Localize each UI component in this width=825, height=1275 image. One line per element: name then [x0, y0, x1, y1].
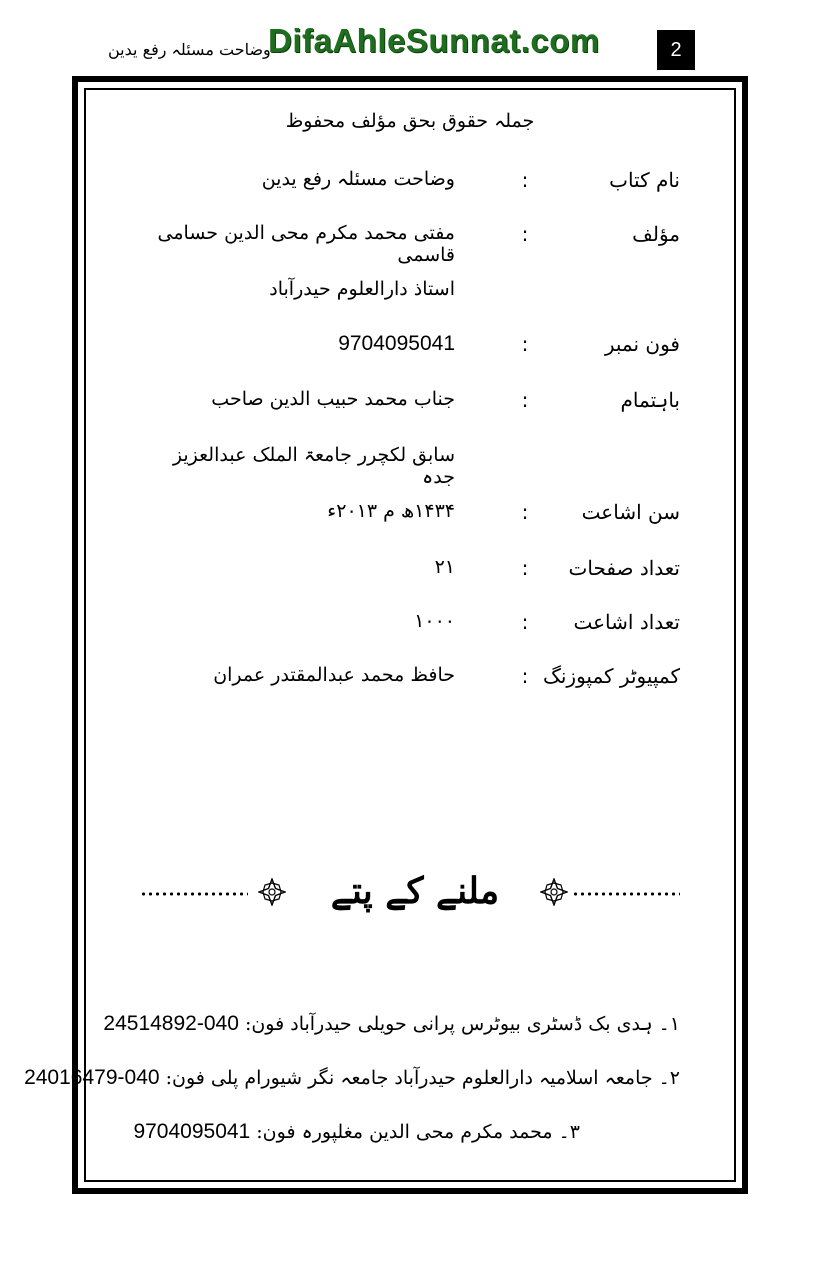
- detail-value: ۲۱: [434, 556, 455, 578]
- detail-label: مؤلف: [632, 222, 680, 246]
- detail-row-author: [157, 222, 680, 266]
- detail-label: تعداد اشاعت: [573, 610, 680, 634]
- running-book-title: وضاحت مسئلہ رفع یدین: [108, 40, 271, 59]
- section-title: ملنے کے پتے: [330, 870, 500, 912]
- detail-row-copies: [200, 610, 680, 650]
- detail-colon: :: [521, 168, 529, 192]
- detail-row-publish-year: [200, 500, 680, 540]
- detail-label: فون نمبر: [604, 332, 680, 356]
- address-line-2: [24, 1066, 680, 1090]
- address-phone: 9704095041: [133, 1120, 251, 1143]
- detail-label: کمپیوٹر کمپوزنگ: [542, 664, 680, 688]
- address-text: ۱۔ ہدی بک ڈسٹری بیوٹرس پرانی حویلی حیدرآباد فون:: [244, 1013, 680, 1035]
- star-ornament-icon: [258, 878, 286, 906]
- address-phone: 040-24016479: [24, 1066, 160, 1089]
- site-name: DifaAhleSunnat.com: [268, 22, 600, 59]
- address-phone: 040-24514892: [103, 1012, 239, 1035]
- detail-colon: :: [521, 500, 529, 524]
- page-number: 2: [657, 30, 695, 70]
- detail-value: جناب محمد حبیب الدین صاحب: [211, 388, 455, 410]
- detail-value: ۱۴۳۴ھ م ۲۰۱۳ء: [327, 500, 455, 522]
- detail-value: حافظ محمد عبدالمقتدر عمران: [213, 664, 455, 686]
- detail-row-phone: [200, 332, 680, 372]
- detail-row-patron: [200, 388, 680, 428]
- dotted-line-right: [572, 892, 680, 896]
- address-text: ۲۔ جامعہ اسلامیہ دارالعلوم حیدرآباد جامعہ نگر شیورام پلی فون:: [165, 1067, 680, 1089]
- detail-label: سن اشاعت: [581, 500, 680, 524]
- detail-label: تعداد صفحات: [568, 556, 680, 580]
- address-line-1: [103, 1012, 680, 1036]
- detail-colon: :: [521, 332, 529, 356]
- detail-row-composing: [200, 664, 680, 704]
- detail-value: مفتی محمد مکرم محی الدین حسامی قاسمی: [157, 222, 455, 266]
- detail-label: باہتمام: [620, 388, 680, 412]
- detail-colon: :: [521, 610, 529, 634]
- detail-row-book-name: [200, 168, 680, 208]
- detail-colon: :: [521, 664, 529, 688]
- detail-colon: :: [521, 222, 529, 246]
- star-ornament-icon: [540, 878, 568, 906]
- detail-row-pages: [200, 556, 680, 596]
- address-line-3: [133, 1120, 580, 1144]
- dotted-line-left: [140, 892, 248, 896]
- detail-value: وضاحت مسئلہ رفع یدین: [261, 168, 455, 190]
- author-designation: استاذ دارالعلوم حیدرآباد: [269, 278, 455, 300]
- detail-colon: :: [521, 388, 529, 412]
- detail-label: نام کتاب: [609, 168, 680, 192]
- detail-value: ۱۰۰۰: [414, 610, 455, 632]
- address-text: ۳۔ محمد مکرم محی الدین مغلپورہ فون:: [256, 1121, 580, 1143]
- detail-colon: :: [521, 556, 529, 580]
- addresses-section-header: [140, 870, 685, 940]
- detail-value: 9704095041: [338, 332, 455, 355]
- copyright-heading: جملہ حقوق بحق مؤلف محفوظ: [285, 110, 535, 132]
- patron-designation: سابق لکچرر جامعۃ الملک عبدالعزیز جدہ: [172, 444, 455, 488]
